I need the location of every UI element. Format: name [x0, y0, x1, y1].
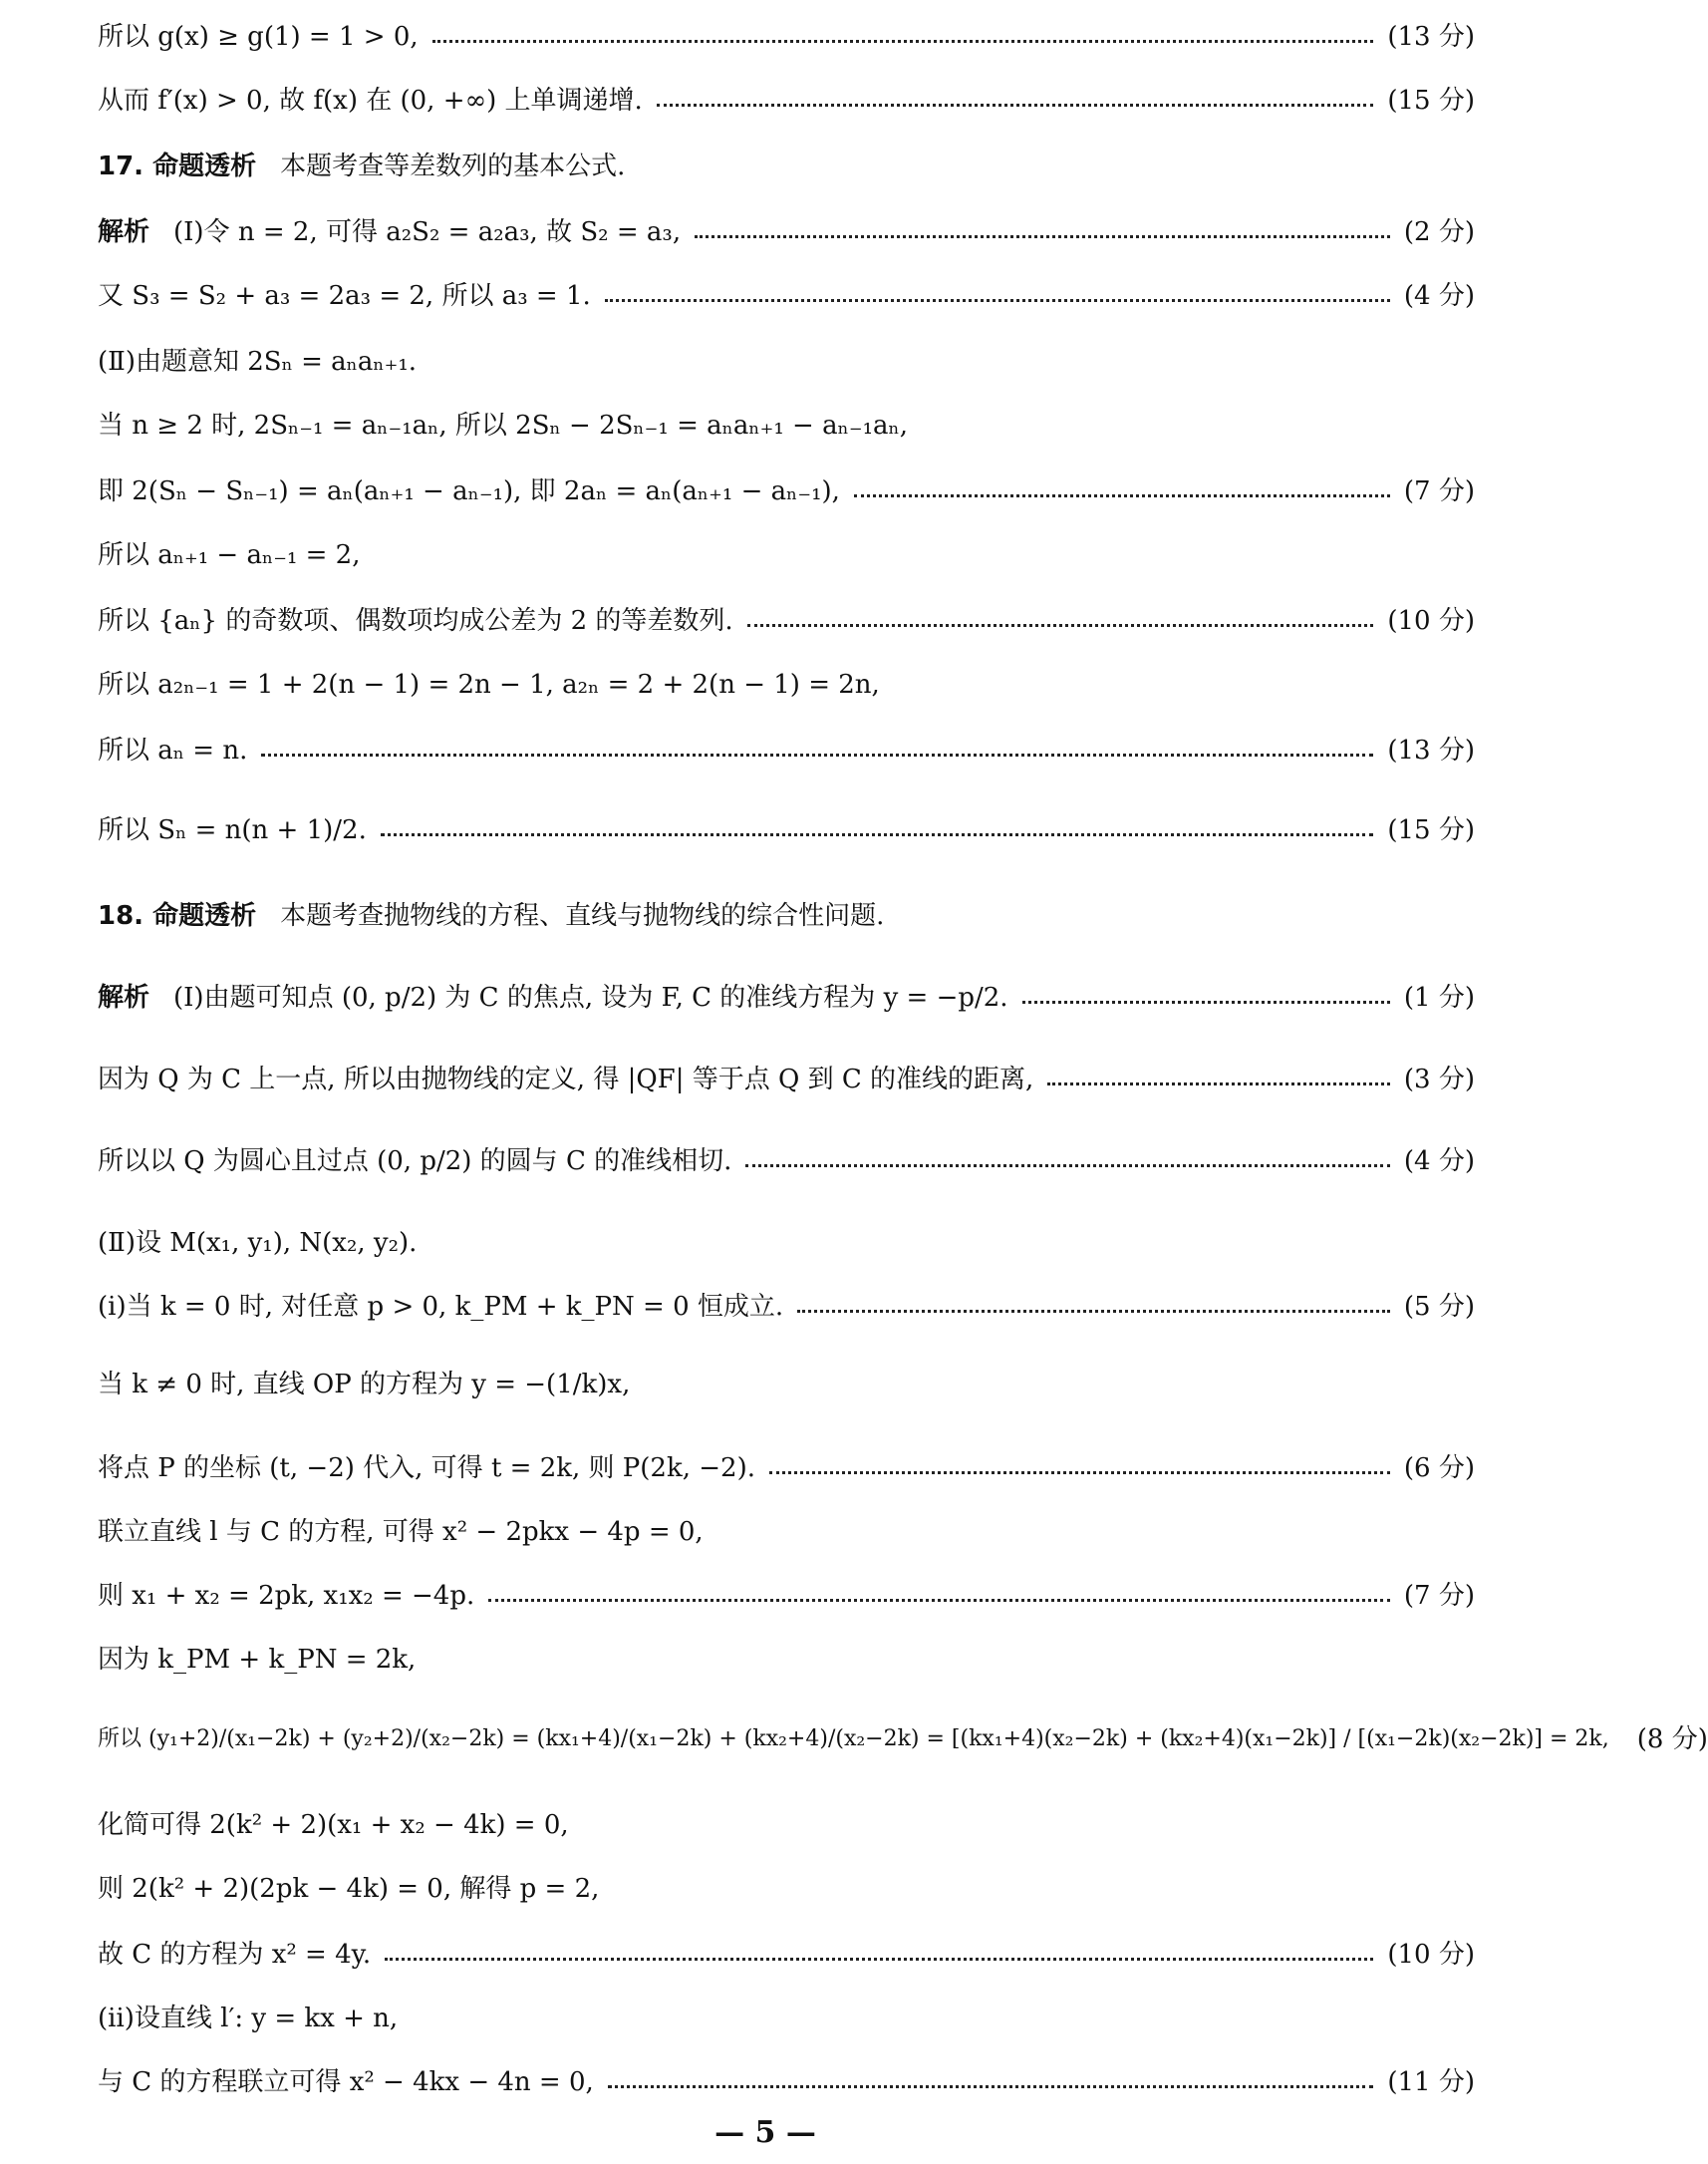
line-text: 当 n ≥ 2 时, 2Sₙ₋₁ = aₙ₋₁aₙ, 所以 2Sₙ − 2Sₙ₋₁ = aₙaₙ₊₁ − aₙ₋₁aₙ, — [98, 411, 909, 441]
dot-leader — [261, 754, 1373, 757]
section-label: 18. 命题透析 — [98, 901, 257, 931]
line-29 — [98, 2004, 1475, 2034]
line-7 — [98, 411, 1475, 442]
line-26 — [98, 1810, 1475, 1841]
section-label: 17. 命题透析 — [98, 152, 257, 181]
score-label: (11 分) — [1387, 2067, 1475, 2097]
line-text: 当 k ≠ 0 时, 直线 OP 的方程为 y = −(1/k)x, — [98, 1370, 631, 1399]
dot-leader — [745, 1164, 1390, 1167]
dot-leader — [608, 2085, 1374, 2088]
line-text: 因为 k_PM + k_PN = 2k, — [98, 1645, 417, 1675]
line-text: 所以 g(x) ≥ g(1) = 1 > 0, — [98, 22, 419, 52]
score-label: (10 分) — [1387, 1940, 1475, 1970]
line-text: 所以 Sₙ = n(n + 1)/2. — [98, 815, 367, 845]
page-number: — 5 — — [714, 2115, 816, 2150]
line-4 — [98, 217, 1475, 248]
line-5 — [98, 281, 1475, 312]
score-label: (3 分) — [1403, 1065, 1475, 1094]
score-label: (6 分) — [1403, 1453, 1475, 1483]
score-label: (5 分) — [1403, 1292, 1475, 1322]
line-13 — [98, 815, 1475, 846]
line-text: 与 C 的方程联立可得 x² − 4kx − 4n = 0, — [98, 2067, 594, 2097]
line-text: 则 2(k² + 2)(2pk − 4k) = 0, 解得 p = 2, — [98, 1874, 600, 1904]
line-19 — [98, 1292, 1475, 1323]
score-label: (7 分) — [1403, 1581, 1475, 1611]
line-text: (Ⅱ)由题意知 2Sₙ = aₙaₙ₊₁. — [98, 347, 418, 377]
line-10 — [98, 606, 1475, 637]
line-11 — [98, 670, 1475, 701]
line-18 — [98, 1228, 1475, 1259]
line-text: 化简可得 2(k² + 2)(x₁ + x₂ − 4k) = 0, — [98, 1810, 569, 1840]
dot-leader — [385, 1958, 1373, 1961]
line-text: 则 x₁ + x₂ = 2pk, x₁x₂ = −4p. — [98, 1581, 475, 1611]
line-text: 所以 {aₙ} 的奇数项、偶数项均成公差为 2 的等差数列. — [98, 606, 733, 636]
line-1 — [98, 22, 1475, 53]
dot-leader — [769, 1471, 1390, 1474]
dot-leader — [747, 624, 1374, 627]
score-label: (1 分) — [1403, 983, 1475, 1013]
line-12 — [98, 736, 1475, 767]
dot-leader — [657, 104, 1374, 107]
line-text: 所以以 Q 为圆心且过点 (0, p/2) 的圆与 C 的准线相切. — [98, 1146, 732, 1176]
line-text: (Ⅰ)令 n = 2, 可得 a₂S₂ = a₂a₃, 故 S₂ = a₃, — [173, 217, 682, 247]
score-label: (13 分) — [1387, 736, 1475, 766]
problem-17-heading — [98, 152, 1475, 182]
score-label: (2 分) — [1403, 217, 1475, 247]
score-label: (8 分) — [1636, 1724, 1708, 1754]
line-text: 所以 aₙ = n. — [98, 736, 248, 766]
line-25 — [98, 1724, 1708, 1755]
line-23 — [98, 1581, 1475, 1612]
analysis-label: 解析 — [98, 217, 150, 247]
dot-leader — [432, 40, 1374, 43]
line-text: 联立直线 l 与 C 的方程, 可得 x² − 2pkx − 4p = 0, — [98, 1517, 704, 1547]
line-text: 本题考查抛物线的方程、直线与抛物线的综合性问题. — [280, 901, 885, 931]
line-text: 故 C 的方程为 x² = 4y. — [98, 1940, 372, 1970]
line-15 — [98, 983, 1475, 1014]
line-9 — [98, 540, 1475, 571]
line-24 — [98, 1645, 1475, 1676]
line-2 — [98, 86, 1475, 117]
dot-leader — [1022, 1001, 1390, 1004]
score-label: (13 分) — [1387, 22, 1475, 52]
dot-leader — [1047, 1082, 1390, 1085]
score-label: (15 分) — [1387, 815, 1475, 845]
dot-leader — [605, 299, 1390, 302]
line-20 — [98, 1370, 1475, 1400]
dot-leader — [797, 1310, 1390, 1313]
line-8 — [98, 476, 1475, 507]
line-30 — [98, 2067, 1475, 2098]
line-28 — [98, 1940, 1475, 1971]
line-text: 所以 aₙ₊₁ − aₙ₋₁ = 2, — [98, 540, 361, 570]
score-label: (7 分) — [1403, 476, 1475, 506]
line-text: 所以 (y₁+2)/(x₁−2k) + (y₂+2)/(x₂−2k) = (kx₁+4)/(x₁−2k) + (kx₂+4)/(x₂−2k) = [(kx₁+4)(x₂−2k) + (kx₂+4)(x₁−2k)] / [(x₁−2k)(x₂−2k)] = 2k, — [98, 1726, 1609, 1752]
analysis-label: 解析 — [98, 983, 150, 1013]
line-21 — [98, 1453, 1475, 1484]
line-text: (Ⅱ)设 M(x₁, y₁), N(x₂, y₂). — [98, 1228, 418, 1258]
dot-leader — [695, 235, 1390, 238]
line-text: (Ⅰ)由题可知点 (0, p/2) 为 C 的焦点, 设为 F, C 的准线方程为 y = −p/2. — [173, 983, 1008, 1013]
line-27 — [98, 1874, 1475, 1905]
line-text: 将点 P 的坐标 (t, −2) 代入, 可得 t = 2k, 则 P(2k, −2). — [98, 1453, 755, 1483]
dot-leader — [854, 494, 1390, 497]
problem-18-heading — [98, 901, 1475, 932]
line-text: 又 S₃ = S₂ + a₃ = 2a₃ = 2, 所以 a₃ = 1. — [98, 281, 591, 311]
line-text: 即 2(Sₙ − Sₙ₋₁) = aₙ(aₙ₊₁ − aₙ₋₁), 即 2aₙ = aₙ(aₙ₊₁ − aₙ₋₁), — [98, 476, 840, 506]
line-text: (ⅰ)当 k = 0 时, 对任意 p > 0, k_PM + k_PN = 0 恒成立. — [98, 1292, 784, 1322]
dot-leader — [488, 1599, 1390, 1602]
line-text: (ⅱ)设直线 l′: y = kx + n, — [98, 2004, 399, 2033]
line-text: 因为 Q 为 C 上一点, 所以由抛物线的定义, 得 |QF| 等于点 Q 到 C 的准线的距离, — [98, 1065, 1034, 1094]
score-label: (10 分) — [1387, 606, 1475, 636]
line-17 — [98, 1146, 1475, 1177]
line-6 — [98, 347, 1475, 378]
line-22 — [98, 1517, 1475, 1548]
score-label: (4 分) — [1403, 1146, 1475, 1176]
dot-leader — [381, 833, 1374, 836]
line-text: 本题考查等差数列的基本公式. — [280, 152, 626, 181]
score-label: (4 分) — [1403, 281, 1475, 311]
line-text: 从而 f′(x) > 0, 故 f(x) 在 (0, +∞) 上单调递增. — [98, 86, 643, 116]
score-label: (15 分) — [1387, 86, 1475, 116]
line-16 — [98, 1065, 1475, 1095]
line-text: 所以 a₂ₙ₋₁ = 1 + 2(n − 1) = 2n − 1, a₂ₙ = 2 + 2(n − 1) = 2n, — [98, 670, 880, 700]
